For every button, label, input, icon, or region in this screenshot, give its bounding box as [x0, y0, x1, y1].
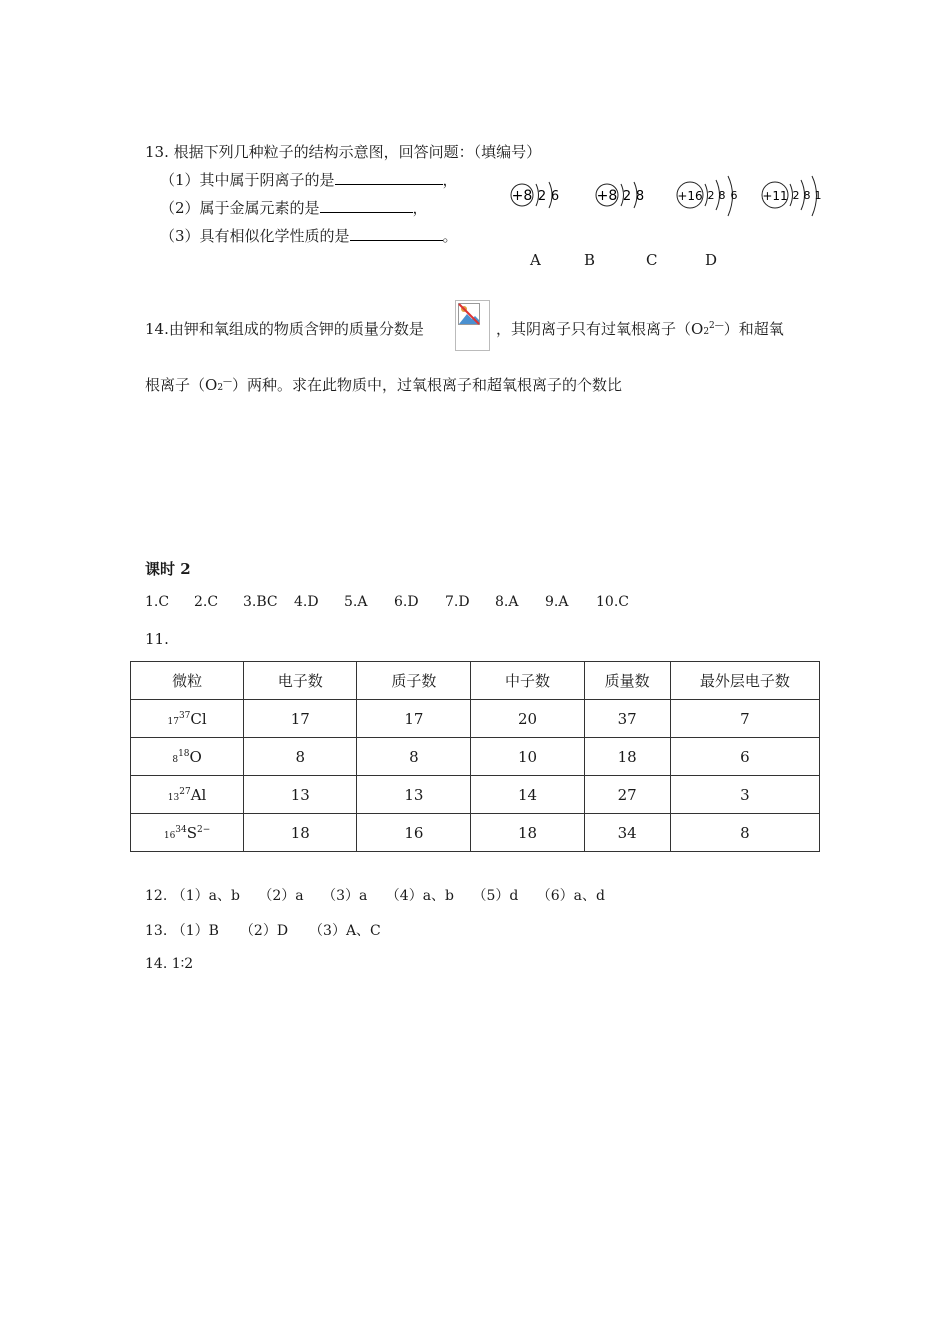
diagram-label-b: B [584, 251, 596, 269]
element-symbol: Al [190, 785, 207, 804]
broken-image-icon [455, 300, 490, 351]
q14-part2: ，其阴离子只有过氧根离子（O [496, 320, 704, 338]
mc-answer: 6.D [394, 594, 419, 610]
q13-answer: 13. （1）B （2）D （3）A、C [145, 923, 381, 939]
shell-electrons: 8 [803, 189, 811, 202]
table-header: 微粒 [131, 662, 244, 700]
nuclide-cell [131, 738, 244, 776]
q13-item-3-text: （3）具有相似化学性质的是 [160, 227, 350, 245]
diagram-label-d: D [705, 251, 718, 269]
q13-item-2 [160, 197, 428, 218]
q14-line-1-part1: 14.由钾和氧组成的物质含钾的质量分数是 [145, 320, 424, 338]
shell-electrons: 6 [730, 189, 738, 202]
table-cell: 8 [244, 738, 357, 776]
table-cell: 16 [357, 814, 471, 852]
q14-part3: ）和超氧 [723, 320, 784, 338]
table-cell: 34 [584, 814, 670, 852]
ion-charge: 2− [197, 824, 211, 835]
mc-answer: 7.D [445, 594, 470, 610]
table-cell: 6 [670, 738, 819, 776]
q11-table [130, 661, 820, 852]
image-icon [458, 303, 480, 325]
atomic-number: 8 [172, 754, 179, 765]
element-symbol: O [189, 747, 202, 766]
q13-stem: 13. 根据下列几种粒子的结构示意图，回答问题：（填编号） [145, 143, 542, 161]
diagram-label-a: A [530, 251, 541, 269]
q14-line2b: ）两种。求在此物质中，过氧根离子和超氧根离子的个数比 [232, 376, 623, 394]
mc-answer: 1.C [145, 594, 170, 610]
q11-label: 11. [145, 630, 169, 648]
q14-line2a: 根离子（O [145, 376, 218, 394]
table-cell: 18 [471, 814, 584, 852]
nucleus-charge: +8 [596, 188, 618, 204]
nuclide-cell [131, 814, 244, 852]
table-cell: 13 [244, 776, 357, 814]
table-cell: 10 [471, 738, 584, 776]
table-header: 质子数 [357, 662, 471, 700]
shell-electrons: 1 [814, 189, 822, 202]
shell-electrons: 2 [792, 189, 800, 202]
nuclide-cell [131, 700, 244, 738]
shell-electrons: 8 [718, 189, 726, 202]
mc-answer: 4.D [294, 594, 319, 610]
punct: ， [442, 171, 458, 189]
shell-electrons: 8 [635, 189, 645, 204]
answers-heading: 课时 2 [145, 560, 191, 578]
atom-diagram-d [762, 176, 822, 216]
table-row [131, 738, 820, 776]
mc-answer: 3.BC [243, 594, 278, 610]
shell-electrons: 6 [550, 189, 560, 204]
nucleus-charge: +8 [511, 188, 533, 204]
q12-answer: 12. （1）a、b （2）a （3）a （4）a、b （5）d （6）a、d [145, 888, 605, 904]
mass-number: 37 [178, 710, 191, 721]
q13-item-1-text: （1）其中属于阴离子的是 [160, 171, 335, 189]
table-cell: 7 [670, 700, 819, 738]
shell-electrons: 2 [622, 189, 632, 204]
table-cell: 20 [471, 700, 584, 738]
mc-answer: 2.C [194, 594, 219, 610]
mc-answer: 8.A [495, 594, 519, 610]
q13-item-1 [160, 169, 458, 190]
table-cell: 8 [357, 738, 471, 776]
nucleus-charge: +11 [762, 189, 788, 203]
table-cell: 8 [670, 814, 819, 852]
table-header: 中子数 [471, 662, 584, 700]
table-row [131, 700, 820, 738]
q13-item-2-text: （2）属于金属元素的是 [160, 199, 320, 217]
table-cell: 27 [584, 776, 670, 814]
table-header: 最外层电子数 [670, 662, 819, 700]
table-cell: 17 [357, 700, 471, 738]
punct: ， [412, 199, 428, 217]
element-symbol: Cl [190, 709, 207, 728]
shell-electrons: 2 [707, 189, 715, 202]
nuclide-cell [131, 776, 244, 814]
atom-diagram-b [596, 182, 644, 208]
q14-line-2 [145, 374, 622, 395]
mc-answer: 10.C [596, 594, 629, 610]
mass-number: 18 [178, 748, 190, 759]
mass-number: 27 [179, 786, 191, 797]
table-cell: 17 [244, 700, 357, 738]
q13-item-3 [160, 225, 458, 246]
table-cell: 3 [670, 776, 819, 814]
table-header: 质量数 [584, 662, 670, 700]
atom-diagrams [500, 172, 840, 227]
ion-superscript: 2— [709, 321, 724, 331]
q14-line-1-part2 [496, 318, 784, 339]
ion-subscript: 2 [217, 383, 224, 393]
nucleus-charge: +16 [677, 189, 703, 203]
answer-blank [335, 170, 443, 185]
atomic-number: 13 [167, 792, 180, 803]
table-cell: 18 [584, 738, 670, 776]
q14-answer: 14. 1∶2 [145, 956, 194, 972]
ion-superscript: — [223, 377, 233, 387]
table-cell: 18 [244, 814, 357, 852]
table-cell: 13 [357, 776, 471, 814]
atom-diagram-a [511, 182, 559, 208]
table-row [131, 814, 820, 852]
ion-subscript: 2 [703, 327, 710, 337]
mc-answer: 9.A [545, 594, 569, 610]
table-header: 电子数 [244, 662, 357, 700]
atomic-number: 17 [167, 716, 179, 727]
table-cell: 37 [584, 700, 670, 738]
table-header-row [131, 662, 820, 700]
element-symbol: S [186, 823, 198, 842]
answer-blank [350, 226, 443, 241]
diagram-label-c: C [646, 251, 658, 269]
atomic-number: 16 [163, 830, 176, 841]
punct: 。 [442, 227, 458, 245]
table-row [131, 776, 820, 814]
mc-answer: 5.A [344, 594, 368, 610]
table-cell: 14 [471, 776, 584, 814]
answer-blank [320, 198, 413, 213]
mass-number: 34 [175, 824, 187, 835]
shell-electrons: 2 [537, 189, 547, 204]
atom-diagram-c [677, 176, 738, 216]
